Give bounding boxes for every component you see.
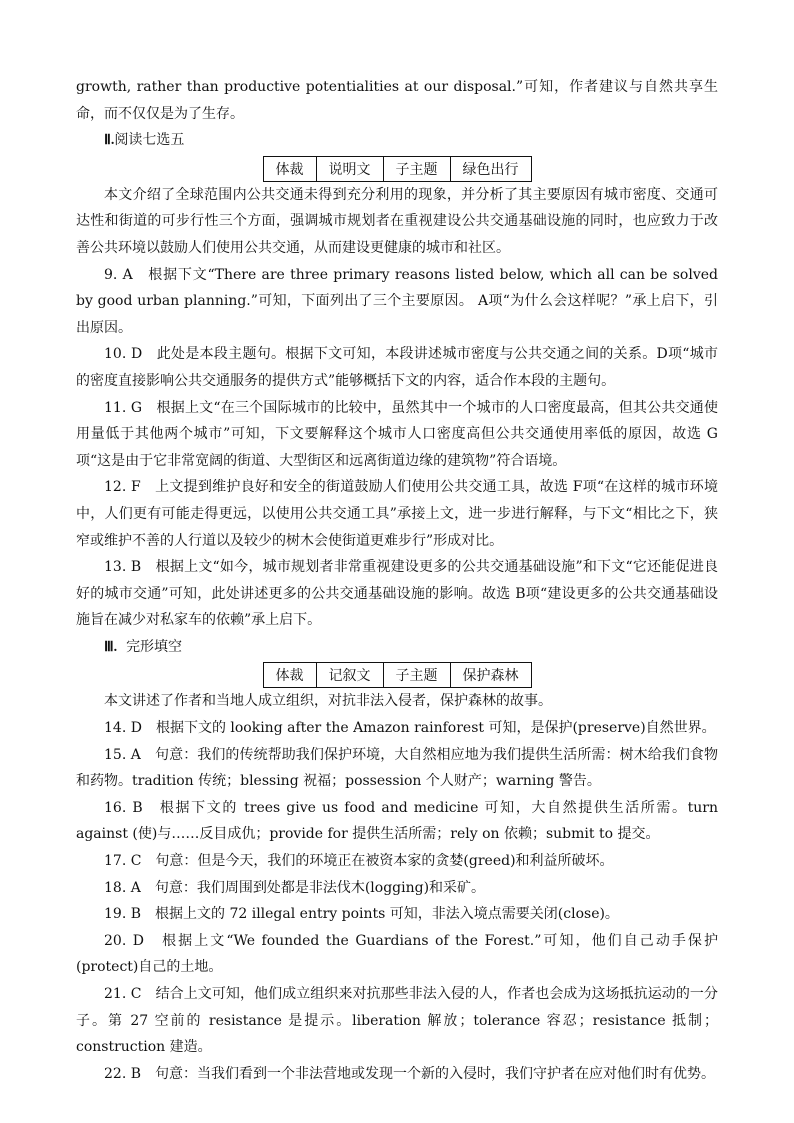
tag-cell: 子主题: [383, 663, 450, 688]
document-page: [76, 74, 718, 1087]
answer-item: 16. B 根据下文的 trees give us food and medicine 可知，大自然提供生活所需。turn against (使)与……反目成仇；provide for 提供生活所需；rely on 依赖；submit to 提交。: [76, 799, 718, 843]
tag-cell: 说明文: [316, 156, 383, 181]
summary-paragraph: 本文讲述了作者和当地人成立组织，对抗非法入侵者，保护森林的故事。: [104, 693, 552, 710]
section-title: 阅读七选五: [114, 132, 185, 149]
tag-cell: 记叙文: [316, 663, 383, 688]
answer-item: 10. D 此处是本段主题句。根据下文可知，本段讲述城市密度与公共交通之间的关系。D项“城市的密度直接影响公共交通服务的提供方式”能够概括下文的内容，适合作本段的主题句。: [76, 346, 718, 389]
genre-tag-table: [263, 662, 532, 688]
answer-item: 18. A 句意：我们周围到处都是非法伐木(logging)和采矿。: [104, 879, 486, 896]
section-heading-reading: [104, 127, 718, 155]
answer-item: 14. D 根据下文的 looking after the Amazon rainforest 可知，是保护(preserve)自然世界。: [104, 720, 716, 737]
tag-cell: 体裁: [263, 663, 316, 688]
section-number: Ⅱ.: [104, 133, 115, 149]
section-heading-cloze: [104, 634, 718, 662]
answer-item: 20. D 根据上文“We founded the Guardians of the Forest.”可知，他们自己动手保护(protect)自己的土地。: [76, 932, 718, 976]
section-number: Ⅲ.: [104, 639, 118, 655]
answer-item: 21. C 结合上文可知，他们成立组织来对抗那些非法入侵的人，作者也会成为这场抵抗运动的一分子。第 27 空前的 resistance 是提示。liberation 解放；tolerance 容忍；resistance 抵制；construction 建造。: [76, 986, 718, 1056]
tag-cell: 体裁: [263, 156, 316, 181]
genre-tag-table: [263, 156, 532, 182]
answer-item: 9. A 根据下文“There are three primary reasons listed below, which all can be solved by good urban planning.”可知，下面列出了三个主要原因。 A项“为什么会这样呢？”承上启下，引出原因。: [76, 266, 718, 336]
tag-cell: 子主题: [383, 156, 450, 181]
summary-paragraph: 本文介绍了全球范围内公共交通未得到充分利用的现象，并分析了其主要原因有城市密度、交通可达性和街道的可步行性三个方面，强调城市规划者在重视建设公共交通基础设施的同时，也应致力于改善公共环境以鼓励人们使用公共交通，从而建设更健康的城市和社区。: [76, 186, 718, 256]
answer-item: 15. A 句意：我们的传统帮助我们保护环境，大自然相应地为我们提供生活所需：树木给我们食物和药物。tradition 传统；blessing 祝福；possession 个人财产；warning 警告。: [76, 746, 718, 790]
tag-cell: 保护森林: [450, 663, 531, 688]
answer-item: 12. F 上文提到维护良好和安全的街道鼓励人们使用公共交通工具，故选 F项“在这样的城市环境中，人们更有可能走得更远，以使用公共交通工具”承接上文，进一步进行解释，与下文“相比之下，狭窄或维护不善的人行道以及较少的树木会使街道更难步行”形成对比。: [76, 479, 718, 549]
section-title: 完形填空: [126, 638, 183, 655]
answer-item: 13. B 根据上文“如今，城市规划者非常重视建设更多的公共交通基础设施”和下文“它还能促进良好的城市交通”可知，此处讲述更多的公共交通基础设施的影响。故选 B项“建设更多的公共交通基础设施旨在减少对私家车的依赖”承上启下。: [76, 559, 718, 629]
answer-item: 19. B 根据上文的 72 illegal entry points 可知，非法入境点需要关闭(close)。: [104, 906, 619, 923]
answer-item: 11. G 根据上文“在三个国际城市的比较中，虽然其中一个城市的人口密度最高，但其公共交通使用量低于其他两个城市”可知，下文要解释这个城市人口密度高但公共交通使用率低的原因，故选 G项“这是由于它非常宽阔的街道、大型街区和远离街道边缘的建筑物”符合语境。: [76, 399, 718, 469]
answer-item: 22. B 句意：当我们看到一个非法营地或发现一个新的入侵时，我们守护者在应对他们时有优势。: [104, 1065, 716, 1082]
tag-cell: 绿色出行: [450, 156, 531, 181]
answer-item: 17. C 句意：但是今天，我们的环境正在被资本家的贪婪(greed)和利益所破坏。: [104, 853, 614, 870]
continued-paragraph: growth, rather than productive potentialities at our disposal.”可知，作者建议与自然共享生命，而不仅仅是为了生存。: [76, 79, 718, 122]
